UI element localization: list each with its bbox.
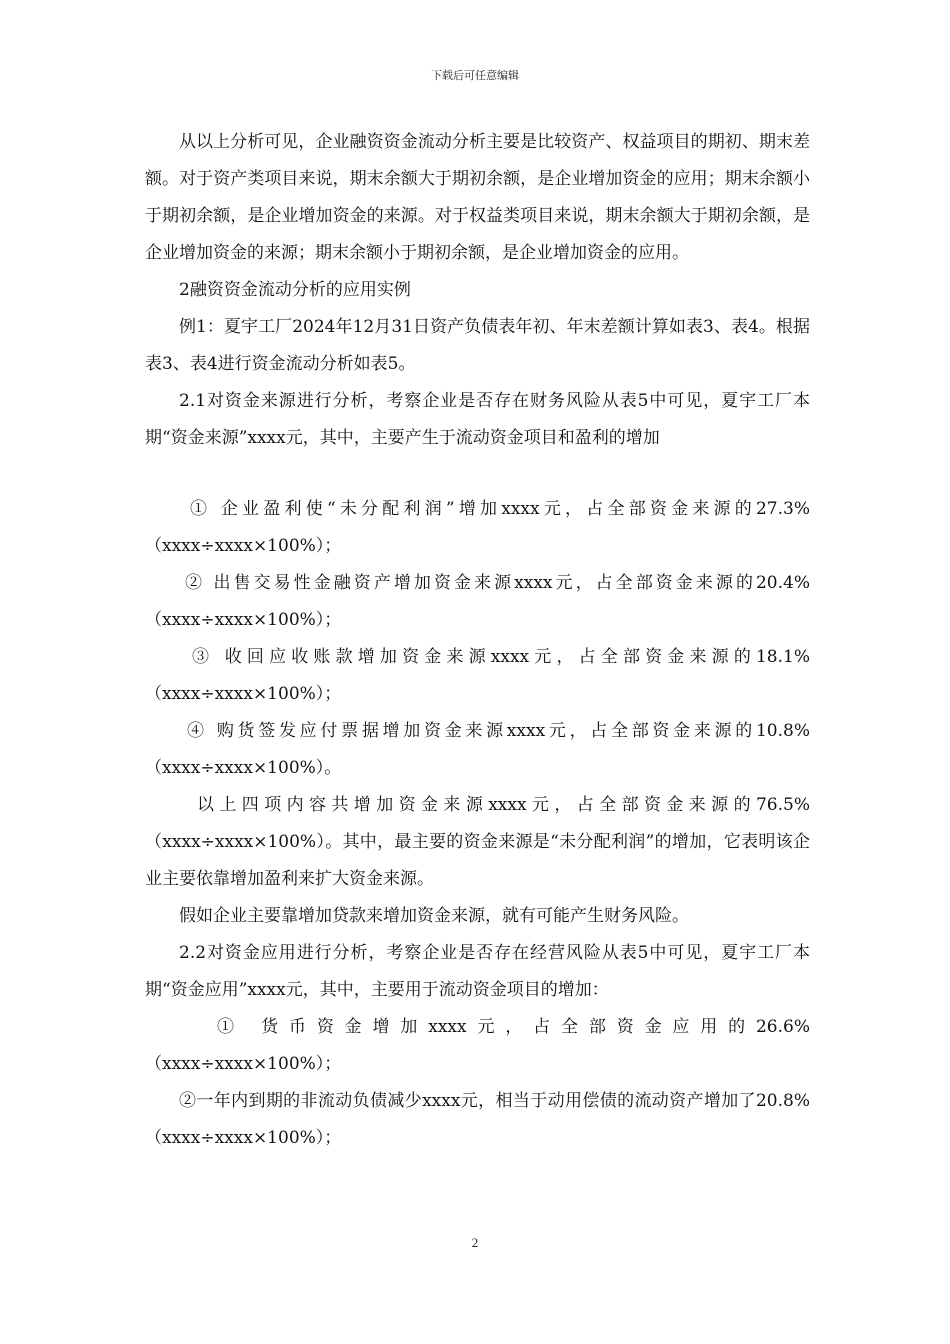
paragraph-financial-risk: 假如企业主要靠增加贷款来增加资金来源，就有可能产生财务风险。	[179, 906, 689, 926]
paragraph-four-items-conclusion: （xxxx÷xxxx×100%）。其中，最主要的资金来源是“未分配利润”的增加，它表明该企业主要依靠增加盈利来扩大资金来源。	[145, 832, 810, 889]
paragraph-example-1: 例1：夏宇工厂2024年12月31日资产负债表年初、年末差额计算如表3、表4。根据表3、表4进行资金流动分析如表5。	[145, 317, 810, 374]
page-header: 下载后可任意编辑	[431, 69, 519, 82]
list-item-use-1: ① 货币资金增加xxxx元，占全部资金应用的26.6%	[217, 1017, 810, 1037]
section-heading-2: 2融资资金流动分析的应用实例	[179, 280, 411, 300]
paragraph-2-2-use-analysis: 2.2对资金应用进行分析，考察企业是否存在经营风险从表5中可见，夏宇工厂本期“资金应用”xxxx元，其中，主要用于流动资金项目的增加：	[145, 943, 810, 1000]
list-item-source-1: ① 企业盈利使“未分配利润”增加xxxx元，占全部资金来源的27.3%	[190, 499, 810, 519]
list-item-source-3: ③ 收回应收账款增加资金来源xxxx元，占全部资金来源的18.1%	[192, 647, 810, 667]
paragraph-2-1-source-analysis: 2.1对资金来源进行分析，考察企业是否存在财务风险从表5中可见，夏宇工厂本期“资金来源”xxxx元，其中，主要产生于流动资金项目和盈利的增加	[145, 391, 810, 448]
list-item-source-2-formula: （xxxx÷xxxx×100%）；	[145, 610, 342, 630]
list-item-source-4: ④ 购货签发应付票据增加资金来源xxxx元，占全部资金来源的10.8%	[187, 721, 810, 741]
list-item-source-4-formula: （xxxx÷xxxx×100%）。	[145, 758, 342, 778]
list-item-use-2: ②一年内到期的非流动负债减少xxxx元，相当于动用偿债的流动资产增加了20.8%（xxxx÷xxxx×100%）；	[145, 1091, 810, 1148]
document-body	[145, 124, 810, 1157]
list-item-use-1-formula: （xxxx÷xxxx×100%）；	[145, 1054, 342, 1074]
paragraph-analysis-summary: 从以上分析可见，企业融资资金流动分析主要是比较资产、权益项目的期初、期末差额。对于资产类项目来说，期末余额大于期初余额，是企业增加资金的应用；期末余额小于期初余额，是企业增加资金的来源。对于权益类项目来说，期末余额大于期初余额，是企业增加资金的来源；期末余额小于期初余额，是企业增加资金的应用。	[145, 132, 810, 263]
list-item-source-1-formula: （xxxx÷xxxx×100%）；	[145, 536, 342, 556]
list-item-source-2: ② 出售交易性金融资产增加资金来源xxxx元，占全部资金来源的20.4%	[185, 573, 810, 593]
page-number: 2	[471, 1235, 479, 1250]
paragraph-four-items-total: 以上四项内容共增加资金来源xxxx元，占全部资金来源的76.5%	[197, 795, 810, 815]
paragraph-gap	[145, 457, 810, 491]
list-item-source-3-formula: （xxxx÷xxxx×100%）；	[145, 684, 342, 704]
